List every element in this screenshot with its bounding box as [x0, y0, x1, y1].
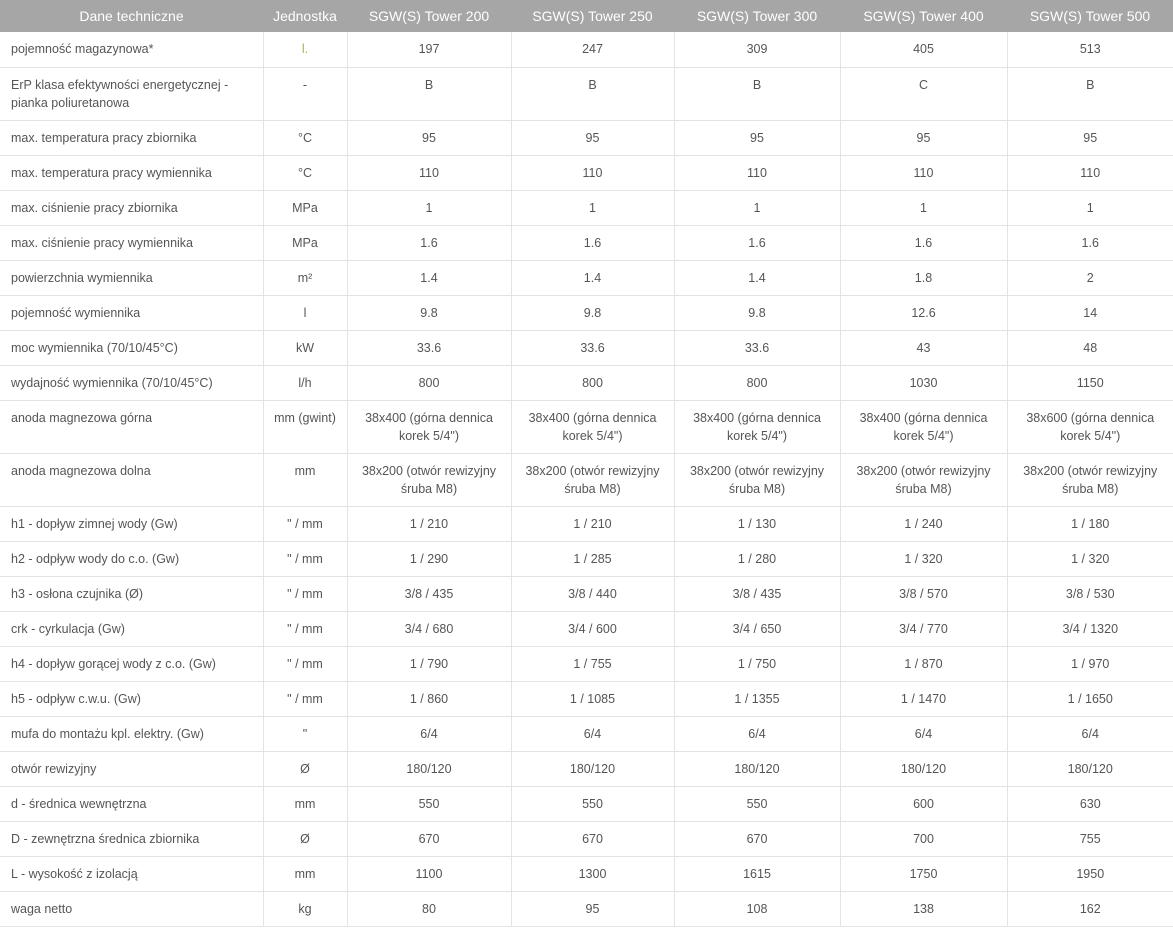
- row-value: 9.8: [674, 295, 840, 330]
- row-value: 700: [840, 821, 1007, 856]
- row-value: 3/4 / 770: [840, 611, 1007, 646]
- row-value: 600: [840, 786, 1007, 821]
- row-value: 247: [511, 32, 674, 67]
- row-value: 43: [840, 330, 1007, 365]
- row-value: 1.6: [840, 225, 1007, 260]
- row-label: waga netto: [0, 891, 263, 926]
- row-value: B: [1007, 67, 1173, 120]
- row-unit: kg: [263, 891, 347, 926]
- row-value: 33.6: [674, 330, 840, 365]
- table-row: [0, 821, 1173, 856]
- table-row: [0, 190, 1173, 225]
- header-cell-tower-400: SGW(S) Tower 400: [840, 0, 1007, 32]
- header-cell-technical-data: Dane techniczne: [0, 0, 263, 32]
- table-row: [0, 67, 1173, 120]
- row-value: 180/120: [1007, 751, 1173, 786]
- row-value: 1: [511, 190, 674, 225]
- table-row: [0, 365, 1173, 400]
- header-cell-tower-250: SGW(S) Tower 250: [511, 0, 674, 32]
- table-row: [0, 786, 1173, 821]
- row-value: 550: [347, 786, 511, 821]
- row-value: 180/120: [347, 751, 511, 786]
- row-value: 1 / 320: [1007, 541, 1173, 576]
- row-unit: mm: [263, 786, 347, 821]
- row-value: 33.6: [347, 330, 511, 365]
- row-value: 3/4 / 650: [674, 611, 840, 646]
- row-value: 309: [674, 32, 840, 67]
- row-value: 108: [674, 891, 840, 926]
- row-value: 110: [674, 155, 840, 190]
- row-unit: mm: [263, 453, 347, 506]
- row-value: 800: [674, 365, 840, 400]
- row-value: 2: [1007, 260, 1173, 295]
- row-value: 3/8 / 435: [674, 576, 840, 611]
- row-value: 1.4: [674, 260, 840, 295]
- row-value: 3/8 / 570: [840, 576, 1007, 611]
- row-value: 197: [347, 32, 511, 67]
- row-value: 12.6: [840, 295, 1007, 330]
- row-value: 1: [1007, 190, 1173, 225]
- row-label: h5 - odpływ c.w.u. (Gw): [0, 681, 263, 716]
- row-value: 6/4: [511, 716, 674, 751]
- row-value: 1.6: [511, 225, 674, 260]
- row-unit: " / mm: [263, 646, 347, 681]
- row-label: powierzchnia wymiennika: [0, 260, 263, 295]
- row-value: 6/4: [674, 716, 840, 751]
- row-value: 1 / 755: [511, 646, 674, 681]
- row-value: 1300: [511, 856, 674, 891]
- row-label: anoda magnezowa górna: [0, 400, 263, 453]
- row-label: L - wysokość z izolacją: [0, 856, 263, 891]
- row-value: 1 / 1470: [840, 681, 1007, 716]
- header-cell-tower-300: SGW(S) Tower 300: [674, 0, 840, 32]
- row-value: B: [511, 67, 674, 120]
- row-value: 38x200 (otwór rewizyjny śruba M8): [1007, 453, 1173, 506]
- table-row: [0, 541, 1173, 576]
- row-label: D - zewnętrzna średnica zbiornika: [0, 821, 263, 856]
- row-value: 38x200 (otwór rewizyjny śruba M8): [511, 453, 674, 506]
- row-value: 110: [840, 155, 1007, 190]
- row-value: B: [347, 67, 511, 120]
- row-value: 630: [1007, 786, 1173, 821]
- row-value: 38x400 (górna dennica korek 5/4"): [511, 400, 674, 453]
- row-label: crk - cyrkulacja (Gw): [0, 611, 263, 646]
- row-unit: " / mm: [263, 681, 347, 716]
- row-unit: Ø: [263, 821, 347, 856]
- row-unit: l: [263, 295, 347, 330]
- row-value: 1.6: [347, 225, 511, 260]
- header-cell-tower-200: SGW(S) Tower 200: [347, 0, 511, 32]
- table-row: [0, 295, 1173, 330]
- row-value: 6/4: [347, 716, 511, 751]
- row-value: C: [840, 67, 1007, 120]
- table-row: [0, 400, 1173, 453]
- row-unit: kW: [263, 330, 347, 365]
- row-value: 1 / 970: [1007, 646, 1173, 681]
- row-value: 138: [840, 891, 1007, 926]
- row-unit: ": [263, 716, 347, 751]
- row-label: d - średnica wewnętrzna: [0, 786, 263, 821]
- table-row: [0, 891, 1173, 926]
- row-value: 1 / 130: [674, 506, 840, 541]
- row-value: 1.6: [674, 225, 840, 260]
- row-unit: m²: [263, 260, 347, 295]
- table-header: [0, 0, 1173, 32]
- row-value: 3/4 / 1320: [1007, 611, 1173, 646]
- table-row: [0, 120, 1173, 155]
- row-value: 38x200 (otwór rewizyjny śruba M8): [674, 453, 840, 506]
- row-value: 1.4: [347, 260, 511, 295]
- table-row: [0, 260, 1173, 295]
- row-value: 405: [840, 32, 1007, 67]
- row-value: 670: [347, 821, 511, 856]
- row-value: 3/8 / 435: [347, 576, 511, 611]
- row-unit: l.: [263, 32, 347, 67]
- table-row: [0, 32, 1173, 67]
- row-value: 1.6: [1007, 225, 1173, 260]
- row-value: 180/120: [674, 751, 840, 786]
- table-row: [0, 330, 1173, 365]
- row-value: 3/4 / 680: [347, 611, 511, 646]
- row-label: pojemność magazynowa*: [0, 32, 263, 67]
- row-value: 3/8 / 530: [1007, 576, 1173, 611]
- row-value: 1950: [1007, 856, 1173, 891]
- row-value: 800: [347, 365, 511, 400]
- row-value: 95: [511, 891, 674, 926]
- row-label: h1 - dopływ zimnej wody (Gw): [0, 506, 263, 541]
- row-value: 1 / 1355: [674, 681, 840, 716]
- row-value: 3/4 / 600: [511, 611, 674, 646]
- row-value: 1 / 860: [347, 681, 511, 716]
- row-value: 1.4: [511, 260, 674, 295]
- row-value: 110: [511, 155, 674, 190]
- row-value: 162: [1007, 891, 1173, 926]
- row-value: 3/8 / 440: [511, 576, 674, 611]
- header-cell-tower-500: SGW(S) Tower 500: [1007, 0, 1173, 32]
- row-value: B: [674, 67, 840, 120]
- row-label: max. ciśnienie pracy wymiennika: [0, 225, 263, 260]
- row-value: 1 / 870: [840, 646, 1007, 681]
- row-value: 95: [674, 120, 840, 155]
- row-unit: MPa: [263, 190, 347, 225]
- table-row: [0, 716, 1173, 751]
- row-unit: °C: [263, 155, 347, 190]
- row-label: h4 - dopływ gorącej wody z c.o. (Gw): [0, 646, 263, 681]
- row-value: 550: [674, 786, 840, 821]
- row-value: 110: [1007, 155, 1173, 190]
- table-row: [0, 155, 1173, 190]
- row-value: 38x200 (otwór rewizyjny śruba M8): [840, 453, 1007, 506]
- row-value: 1: [840, 190, 1007, 225]
- row-label: moc wymiennika (70/10/45°C): [0, 330, 263, 365]
- row-value: 9.8: [511, 295, 674, 330]
- row-value: 1 / 210: [511, 506, 674, 541]
- row-value: 110: [347, 155, 511, 190]
- row-value: 1615: [674, 856, 840, 891]
- row-unit: mm (gwint): [263, 400, 347, 453]
- row-value: 180/120: [511, 751, 674, 786]
- row-label: mufa do montażu kpl. elektry. (Gw): [0, 716, 263, 751]
- row-unit: " / mm: [263, 541, 347, 576]
- row-value: 1 / 290: [347, 541, 511, 576]
- row-value: 38x400 (górna dennica korek 5/4"): [347, 400, 511, 453]
- row-value: 1 / 1085: [511, 681, 674, 716]
- row-value: 80: [347, 891, 511, 926]
- row-value: 38x200 (otwór rewizyjny śruba M8): [347, 453, 511, 506]
- row-value: 9.8: [347, 295, 511, 330]
- row-value: 6/4: [840, 716, 1007, 751]
- row-unit: " / mm: [263, 611, 347, 646]
- row-value: 95: [1007, 120, 1173, 155]
- row-value: 180/120: [840, 751, 1007, 786]
- row-label: pojemność wymiennika: [0, 295, 263, 330]
- row-value: 670: [674, 821, 840, 856]
- row-value: 38x400 (górna dennica korek 5/4"): [840, 400, 1007, 453]
- row-unit: " / mm: [263, 506, 347, 541]
- table-row: [0, 453, 1173, 506]
- row-value: 1 / 320: [840, 541, 1007, 576]
- row-unit: " / mm: [263, 576, 347, 611]
- table-row: [0, 611, 1173, 646]
- header-cell-unit: Jednostka: [263, 0, 347, 32]
- row-value: 1.8: [840, 260, 1007, 295]
- table-body: [0, 32, 1173, 926]
- row-value: 1750: [840, 856, 1007, 891]
- row-value: 1 / 790: [347, 646, 511, 681]
- header-row: [0, 0, 1173, 32]
- row-value: 1 / 750: [674, 646, 840, 681]
- row-value: 1 / 285: [511, 541, 674, 576]
- row-value: 6/4: [1007, 716, 1173, 751]
- table-row: [0, 576, 1173, 611]
- row-label: max. temperatura pracy wymiennika: [0, 155, 263, 190]
- row-value: 38x400 (górna dennica korek 5/4"): [674, 400, 840, 453]
- row-label: anoda magnezowa dolna: [0, 453, 263, 506]
- row-value: 1 / 280: [674, 541, 840, 576]
- row-value: 1: [674, 190, 840, 225]
- row-unit: -: [263, 67, 347, 120]
- table-row: [0, 225, 1173, 260]
- row-label: max. temperatura pracy zbiornika: [0, 120, 263, 155]
- row-value: 1 / 240: [840, 506, 1007, 541]
- row-value: 755: [1007, 821, 1173, 856]
- row-value: 48: [1007, 330, 1173, 365]
- row-value: 1 / 1650: [1007, 681, 1173, 716]
- row-value: 95: [511, 120, 674, 155]
- row-label: wydajność wymiennika (70/10/45°C): [0, 365, 263, 400]
- table-row: [0, 506, 1173, 541]
- row-value: 1030: [840, 365, 1007, 400]
- table-row: [0, 681, 1173, 716]
- table-row: [0, 646, 1173, 681]
- row-value: 800: [511, 365, 674, 400]
- row-value: 513: [1007, 32, 1173, 67]
- row-value: 670: [511, 821, 674, 856]
- row-unit: mm: [263, 856, 347, 891]
- row-unit: l/h: [263, 365, 347, 400]
- row-label: max. ciśnienie pracy zbiornika: [0, 190, 263, 225]
- row-value: 1150: [1007, 365, 1173, 400]
- row-value: 95: [840, 120, 1007, 155]
- row-value: 1 / 180: [1007, 506, 1173, 541]
- row-label: otwór rewizyjny: [0, 751, 263, 786]
- row-label: h3 - osłona czujnika (Ø): [0, 576, 263, 611]
- table-row: [0, 856, 1173, 891]
- row-unit: Ø: [263, 751, 347, 786]
- row-label: h2 - odpływ wody do c.o. (Gw): [0, 541, 263, 576]
- row-value: 33.6: [511, 330, 674, 365]
- row-unit: MPa: [263, 225, 347, 260]
- row-unit: °C: [263, 120, 347, 155]
- row-value: 1 / 210: [347, 506, 511, 541]
- table-row: [0, 751, 1173, 786]
- row-value: 95: [347, 120, 511, 155]
- row-value: 1100: [347, 856, 511, 891]
- row-value: 1: [347, 190, 511, 225]
- row-value: 550: [511, 786, 674, 821]
- row-value: 38x600 (górna dennica korek 5/4"): [1007, 400, 1173, 453]
- row-label: ErP klasa efektywności energetycznej - pianka poliuretanowa: [0, 67, 263, 120]
- row-value: 14: [1007, 295, 1173, 330]
